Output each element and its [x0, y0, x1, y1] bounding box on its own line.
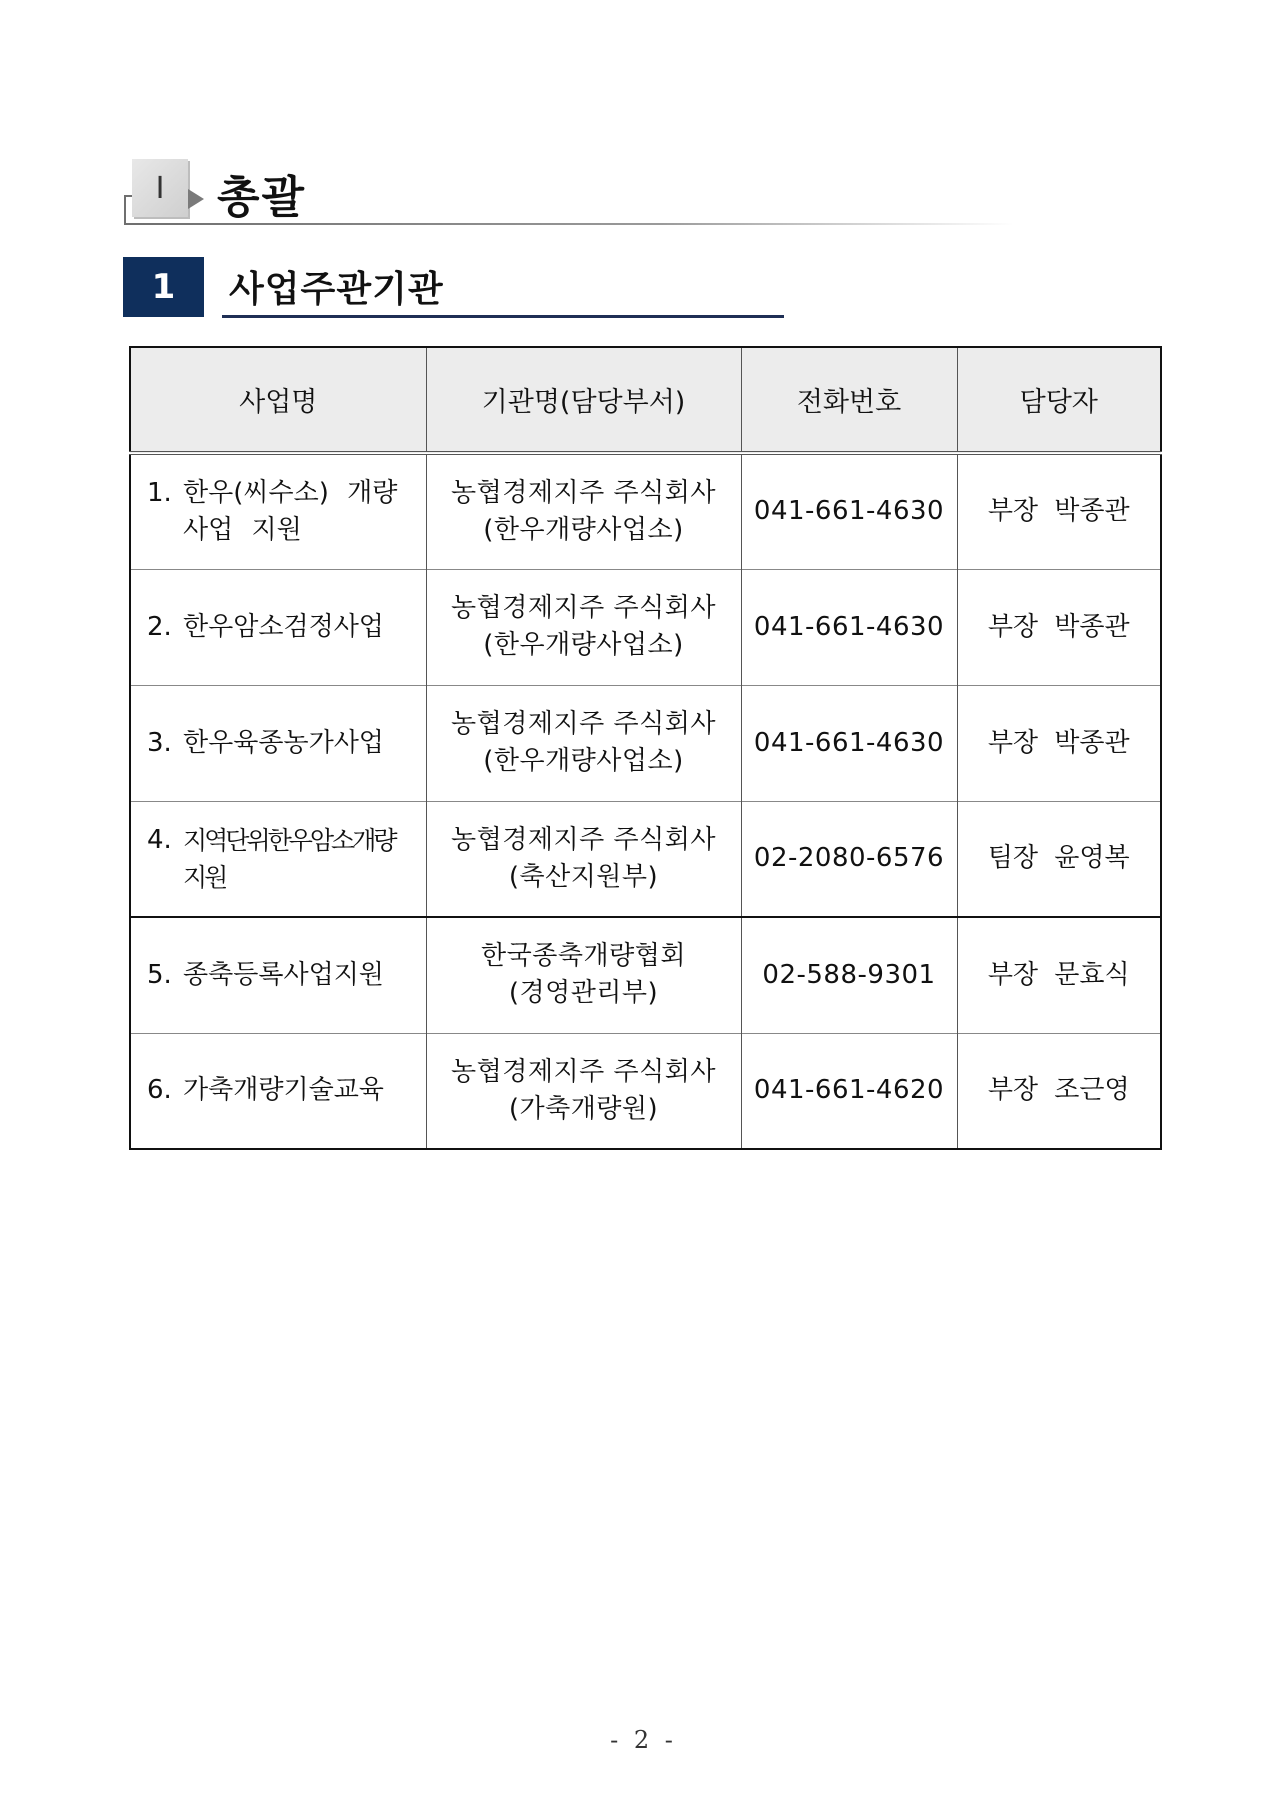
row-number: 6.: [147, 1075, 172, 1106]
row-number: 3.: [147, 727, 172, 758]
phone-cell: 041-661-4630: [741, 453, 957, 569]
phone-cell: 02-2080-6576: [741, 801, 957, 917]
project-name-cell: [130, 685, 426, 801]
organization-cell: 농협경제지주 주식회사 (한우개량사업소): [426, 453, 741, 569]
header-phone: 전화번호: [741, 347, 957, 453]
section-heading: [123, 257, 783, 319]
page-number: - 2 -: [610, 1726, 677, 1754]
table-row: [130, 917, 1161, 1033]
phone-cell: 041-661-4630: [741, 685, 957, 801]
project-name: 한우육종농가사업: [183, 727, 384, 758]
contact-person-cell: 부장 조근영: [957, 1033, 1161, 1149]
table-row: [130, 685, 1161, 801]
table-row: [130, 1033, 1161, 1149]
organization-cell: 농협경제지주 주식회사 (가축개량원): [426, 1033, 741, 1149]
organization-cell: 농협경제지주 주식회사 (한우개량사업소): [426, 569, 741, 685]
project-name: 가축개량기술교육: [183, 1075, 384, 1106]
contact-person-cell: 부장 박종관: [957, 569, 1161, 685]
contact-person-cell: 부장 문효식: [957, 917, 1161, 1033]
project-name-cell: [130, 917, 426, 1033]
organization-cell: 농협경제지주 주식회사 (축산지원부): [426, 801, 741, 917]
project-name-cell: [130, 1033, 426, 1149]
table-row: [130, 801, 1161, 917]
section-rule: [222, 315, 784, 318]
section-title: 사업주관기관: [229, 269, 444, 310]
row-number: 4.: [147, 824, 172, 855]
header-project-name: 사업명: [130, 347, 426, 453]
chapter-number-box: Ⅰ: [132, 159, 188, 217]
table-row: [130, 453, 1161, 569]
chapter-rule: [124, 223, 1014, 225]
project-name: 한우암소검정사업: [183, 611, 384, 642]
row-number: 2.: [147, 611, 172, 642]
table-row: [130, 569, 1161, 685]
contact-person-cell: 부장 박종관: [957, 685, 1161, 801]
contact-person-cell: 부장 박종관: [957, 453, 1161, 569]
section-number-box: 1: [123, 257, 204, 317]
contact-person-cell: 팀장 윤영복: [957, 801, 1161, 917]
phone-cell: 041-661-4620: [741, 1033, 957, 1149]
phone-cell: 041-661-4630: [741, 569, 957, 685]
project-name: 지역단위한우암소개량 지원: [183, 825, 395, 892]
organization-cell: 농협경제지주 주식회사 (한우개량사업소): [426, 685, 741, 801]
chapter-heading: [124, 155, 1014, 225]
header-contact-person: 담당자: [957, 347, 1161, 453]
table: [129, 346, 1162, 1150]
chapter-title: 총괄: [217, 172, 307, 223]
header-organization: 기관명(담당부서): [426, 347, 741, 453]
row-number: 1.: [147, 477, 172, 508]
organization-table: [129, 346, 1160, 1150]
project-name-cell: [130, 801, 426, 917]
chapter-bracket: [124, 195, 132, 225]
row-number: 5.: [147, 959, 172, 990]
organization-cell: 한국종축개량협회 (경영관리부): [426, 917, 741, 1033]
project-name-cell: [130, 569, 426, 685]
chapter-arrow-icon: [188, 189, 204, 209]
project-name: 종축등록사업지원: [183, 959, 384, 990]
project-name-cell: [130, 453, 426, 569]
table-header-row: [130, 347, 1161, 453]
phone-cell: 02-588-9301: [741, 917, 957, 1033]
project-name: 한우(씨수소) 개량 사업 지원: [183, 477, 398, 545]
